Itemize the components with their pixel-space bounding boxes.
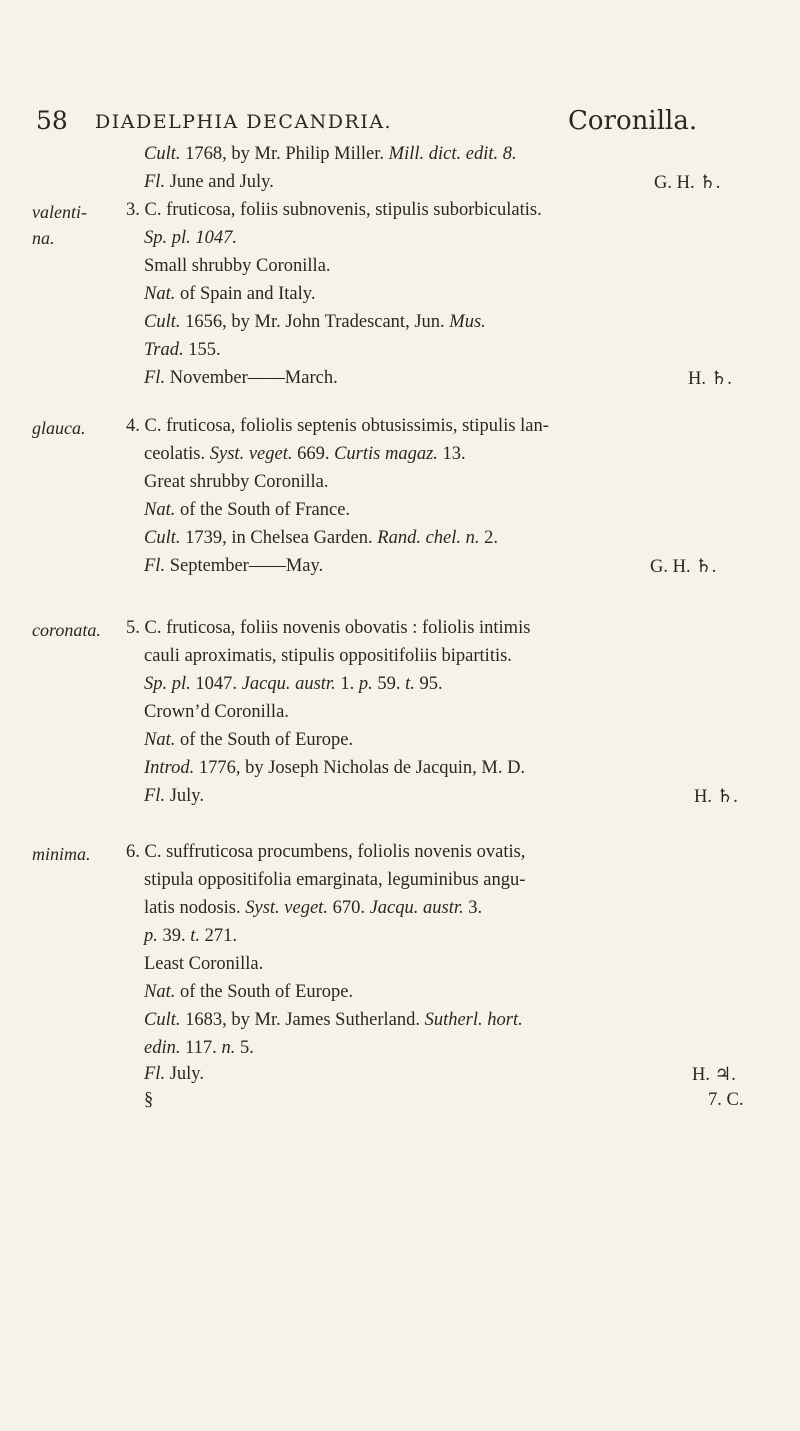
running-header-genus: Coronilla. [568,106,698,136]
species-6-common-name: Least Coronilla. [144,954,264,974]
intro-cult-line: Cult. 1768, by Mr. Philip Miller. Mill. dict. edit. 8. [144,144,517,164]
catchword: 7. C. [708,1090,744,1110]
species-5-ref: Sp. pl. 1047. Jacqu. austr. 1. p. 59. t. 95. [144,674,443,694]
species-4-cult: Cult. 1739, in Chelsea Garden. Rand. chel. n. 2. [144,528,499,548]
species-5-fl: Fl. July. [144,786,204,806]
species-6-habitat: H. ♃. [692,1065,736,1085]
species-3-nat: Nat. of Spain and Italy. [144,284,316,304]
species-5-introd: Introd. 1776, by Joseph Nicholas de Jacquin, M. D. [144,758,526,778]
page-number: 58 [36,106,68,135]
margin-name-minima: minima. [32,844,91,864]
species-5-common-name: Crown’d Coronilla. [144,702,289,722]
margin-name-coronata: coronata. [32,620,101,640]
margin-name-glauca: glauca. [32,418,86,438]
species-4-fl: Fl. September——May. [144,556,324,576]
species-5-habitat: H. ♄. [694,787,738,807]
species-4-habitat: G. H. ♄. [650,557,717,577]
running-header-class: DIADELPHIA DECANDRIA. [95,111,393,133]
species-6-description-3: latis nodosis. Syst. veget. 670. Jacqu. austr. 3. [144,898,483,918]
species-6-description-4: p. 39. t. 271. [144,926,238,946]
species-3-fl: Fl. November——March. [144,368,338,388]
species-3-common-name: Small shrubby Coronilla. [144,256,331,276]
species-3-habitat: H. ♄. [688,369,732,389]
margin-name-valentina-2: na. [32,228,55,248]
species-5-description-2: cauli aproximatis, stipulis oppositifoliis bipartitis. [144,646,512,666]
intro-fl-line: Fl. June and July. [144,172,274,192]
species-3-ref: Sp. pl. 1047. [144,228,238,248]
species-4-common-name: Great shrubby Coronilla. [144,472,329,492]
species-6-description-2: stipula oppositifolia emarginata, leguminibus angu- [144,870,526,890]
signature-mark: § [144,1090,154,1110]
species-3-description: 3. C. fruticosa, foliis subnovenis, stipulis suborbiculatis. [126,200,542,220]
species-3-cult-cont: Trad. 155. [144,340,221,360]
species-4-description-2: ceolatis. Syst. veget. 669. Curtis magaz. 13. [144,444,466,464]
intro-habitat: G. H. ♄. [654,173,721,193]
species-6-fl: Fl. July. [144,1064,204,1084]
species-4-nat: Nat. of the South of France. [144,500,351,520]
species-5-nat: Nat. of the South of Europe. [144,730,354,750]
species-4-description-1: 4. C. fruticosa, foliolis septenis obtusissimis, stipulis lan- [126,416,549,436]
margin-name-valentina-1: valenti- [32,202,87,222]
species-6-nat: Nat. of the South of Europe. [144,982,354,1002]
species-6-cult: Cult. 1683, by Mr. James Sutherland. Sutherl. hort. [144,1010,523,1030]
species-3-cult: Cult. 1656, by Mr. John Tradescant, Jun. Mus. [144,312,486,332]
species-6-cult-cont: edin. 117. n. 5. [144,1038,254,1058]
species-6-description-1: 6. C. suffruticosa procumbens, foliolis novenis ovatis, [126,842,526,862]
species-5-description-1: 5. C. fruticosa, foliis novenis obovatis : foliolis intimis [126,618,531,638]
